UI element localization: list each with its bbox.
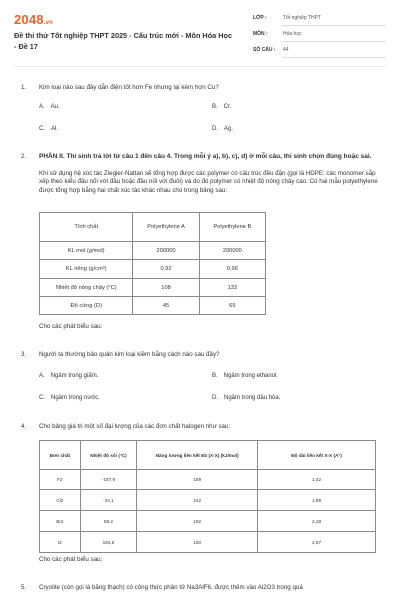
- question-text: Kim loại nào sau đây dẫn điện tốt hơn Fe nhưng lại kém hơn Cu?: [39, 84, 219, 91]
- table-row: KL riêng (g/cm³) 0,92 0,96: [40, 260, 266, 279]
- section-heading: PHẦN II. Thí sinh trả lời từ câu 1 đến câu 4. Trong mỗi ý a), b), c), d) ở mỗi câu, thí sinh chọn đúng hoặc sai.: [39, 153, 372, 160]
- table-row: Br2 58,2 192 2,28: [40, 511, 376, 532]
- option-c[interactable]: C. Ngâm trong nước.: [39, 395, 100, 401]
- statements-intro: Cho các phát biểu sau:: [39, 323, 103, 330]
- question-number: 5.: [21, 584, 27, 591]
- table-row: KL mol (g/mol) 200000 200000: [40, 242, 266, 260]
- meta-divider: [282, 57, 386, 58]
- meta-divider: [282, 25, 386, 26]
- question-body: Khi sử dụng hệ xúc tác Ziegler-Nattan sẽ tổng hợp được các polymer có cấu trúc đều đặn (gọi là HDPE: các monomer sắp xếp theo kiểu đầu nối với đầu hoặc đầu nối với đuôi) và do đó polymer có nhiệt độ nóng chảy cao. Có hai mẫu polyethylene được tổng hợp bằng hai chất xúc tác khác nhau cho trong bảng sau:: [39, 170, 378, 194]
- option-b[interactable]: B. Cr.: [212, 104, 232, 110]
- table-row: Cl2 -34,1 242 1,99: [40, 490, 376, 511]
- table-header: Tính chất: [40, 213, 133, 242]
- meta-divider: [282, 41, 386, 42]
- option-b[interactable]: B. Ngâm trong ethanol.: [212, 373, 279, 379]
- meta-subject: MÔN : Hóa học: [253, 31, 302, 37]
- question-text: Cho bảng giá trị một số đại lượng của các đơn chất halogen như sau:: [39, 423, 231, 430]
- question-number: 1.: [21, 84, 27, 91]
- option-c[interactable]: C. Al.: [39, 126, 59, 132]
- statements-intro: Cho các phát biểu sau:: [39, 556, 103, 563]
- header-divider: [14, 66, 386, 67]
- site-logo[interactable]: 2048.vn: [14, 12, 54, 27]
- option-d[interactable]: D. Ag.: [212, 126, 234, 132]
- option-a[interactable]: A. Au.: [39, 104, 60, 110]
- table-header: Đơn chất: [40, 441, 81, 470]
- table-row: Độ cứng (D) 45 65: [40, 297, 266, 315]
- question-number: 3.: [21, 351, 27, 358]
- question-text: Cryolite (còn gọi là băng thạch) có công thức phân tử Na3AlF6, được thêm vào Al2O3 trong quá: [39, 584, 303, 591]
- question-number: 2.: [21, 153, 27, 160]
- table-header: Nhiệt độ sôi (°C): [80, 441, 137, 470]
- option-a[interactable]: A. Ngâm trong giấm.: [39, 373, 99, 379]
- question-text: Người ta thường bảo quản kim loại kiềm bằng cách nào sau đây?: [39, 351, 220, 358]
- polyethylene-table: [39, 212, 266, 315]
- table-row: I2 184,5 150 2,67: [40, 532, 376, 553]
- table-header: Polyethylene B: [199, 213, 265, 242]
- table-row: F2 -187,9 159 1,42: [40, 470, 376, 490]
- option-d[interactable]: D. Ngâm trong dầu hỏa.: [212, 395, 281, 401]
- meta-class: LỚP : Tốt nghiệp THPT: [253, 15, 321, 21]
- document-title: Đề thi thử Tốt nghiệp THPT 2025 - Cấu trúc mới - Môn Hóa Học - Đề 17: [14, 31, 233, 51]
- question-number: 4.: [21, 423, 27, 430]
- halogen-table: [39, 440, 376, 553]
- meta-count: SỐ CÂU : 44: [253, 47, 289, 53]
- table-header: Độ dài liên kết X-X (A°): [258, 441, 376, 470]
- table-header: Năng lượng liên kết Eb (X-X) (kJ/mol): [137, 441, 258, 470]
- table-header: Polyethylene A: [133, 213, 199, 242]
- table-row: Nhiệt độ nóng chảy (°C) 108 133: [40, 279, 266, 297]
